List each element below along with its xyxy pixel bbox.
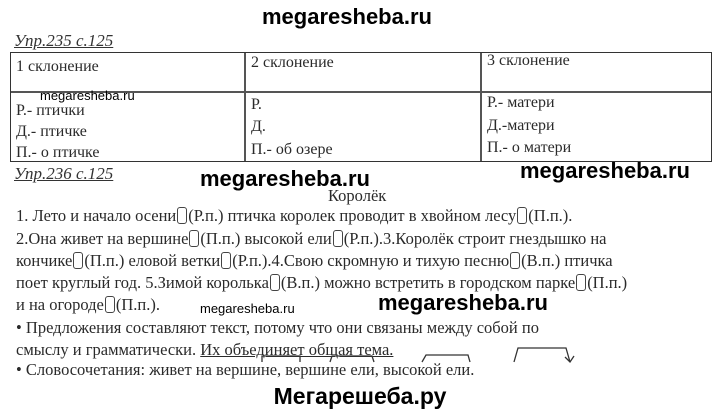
bullet1-part-b: смыслу и грамматически. [16,340,197,359]
line1-part-a: 1. Лето и начало осени [16,206,177,225]
column-header-3: 3 склонение [487,52,570,69]
bullet1-part-c: Их объединяет общая тема. [200,340,394,359]
cell-col3-row2: Д.-матери [487,117,555,134]
phrase-arrow-1 [262,356,300,362]
column-header-1: 1 склонение [16,58,99,75]
line4-part-b: (В.п.) можно встретить в городском парке [280,273,576,292]
watermark-top: megaresheba.ru [262,4,432,29]
line5-part-a: и на огороде [16,295,104,314]
watermark-center-mid: megaresheba.ru [200,166,370,191]
text-bullet-1: • Предложения составляют текст, потому что они связаны между собой по [16,318,539,337]
text-title: Королёк [328,186,387,205]
line1-part-c: (П.п.). [528,206,573,225]
cell-col3-row3: П.- о матери [487,139,572,156]
line4-part-a: поет круглый год. 5.Зимой королька [16,273,269,292]
exercise-236-heading: Упр.236 с.125 [14,164,114,183]
line2-part-c: (Р.п.).3.Королёк строит гнездышко на [343,229,607,248]
line4-part-c: (П.п.) [587,273,628,292]
phrase-arrow-3 [422,355,470,362]
cell-col1-row3: П.- о птичке [16,144,100,161]
column-header-2: 2 склонение [251,54,334,71]
line3-part-a: кончике [16,251,73,270]
exercise-235-heading: Упр.235 с.125 [14,31,114,50]
phrase-arrow-4 [514,348,570,362]
line3-part-b: (П.п.) еловой ветки [84,251,221,270]
cell-col1-row1: Р.- птички [16,102,85,119]
watermark-right-lower: megaresheba.ru [378,290,548,315]
line3-part-d: (В.п.) птичка [521,251,613,270]
cell-col2-row2: Д. [251,118,266,135]
watermark-bottom-brand: Мегарешеба.ру [273,383,447,409]
line2-part-b: (П.п.) высокой ели [200,229,332,248]
cell-col3-row1: Р.- матери [487,94,555,111]
phrase-arrow-2 [330,356,374,362]
line2-part-a: 2.Она живет на вершине [16,229,189,248]
text-bullet-2: • Словосочетания: живет на вершине, вершине ели, высокой ели. [16,360,475,379]
cell-col1-row2: Д.- птичке [16,123,87,140]
line3-part-c: (Р.п.).4.Свою скромную и тихую песню [232,251,510,270]
line5-part-b: (П.п.). [115,295,160,314]
cell-col2-row3: П.- об озере [251,141,333,158]
cell-col2-row1: Р. [251,96,262,113]
watermark-table: megaresheba.ru [40,88,135,103]
line1-part-b: (Р.п.) птичка королек проводит в хвойном лесу [188,206,517,225]
watermark-right-mid: megaresheba.ru [520,158,690,183]
watermark-left-small: megaresheba.ru [200,301,295,316]
